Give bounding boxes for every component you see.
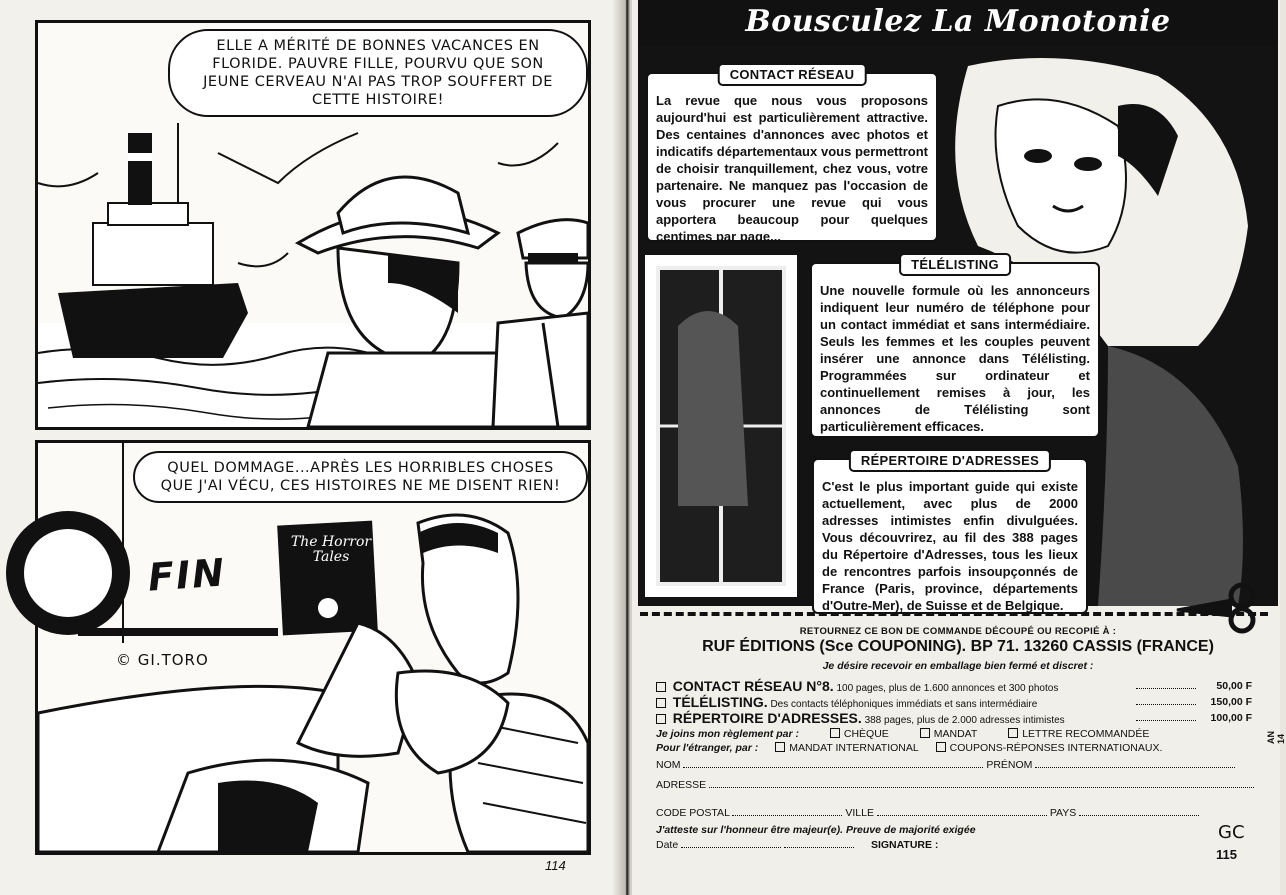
product-description: 100 pages, plus de 1.600 annonces et 300 photos [836, 683, 1059, 694]
lettre-checkbox[interactable] [1008, 728, 1018, 738]
product-description: 388 pages, plus de 2.000 adresses intimistes [864, 715, 1065, 726]
cheque-label: CHÈQUE [843, 728, 889, 740]
repertoire-title: RÉPERTOIRE D'ADRESSES [849, 449, 1051, 472]
mandat-international-label: MANDAT INTERNATIONAL [789, 742, 919, 754]
code-postal-label: CODE POSTAL [656, 807, 730, 819]
mandat-international-checkbox[interactable] [775, 742, 785, 752]
page-number-left: 114 [545, 858, 566, 873]
foreign-payment-row [656, 742, 1260, 756]
right-page [632, 0, 1286, 895]
telelisting-box [810, 257, 1100, 438]
publisher-logo: GC [1218, 822, 1245, 843]
nom-field[interactable] [683, 758, 983, 768]
repertoire-text: C'est le plus important guide qui existe actuellement, avec plus de 2000 adresses intimistes enfin divulguées. Vous découvrirez, au fil des 388 pages du Répertoire d'Adresses, tous les lieux de rencontres parfois insoupçonnés de France (Paris, province, départements d'Outre-Mer), de Suisse et de Belgique. [822, 479, 1078, 613]
code-postal-field[interactable] [732, 806, 842, 816]
dotted-leader [1136, 720, 1196, 721]
attestation-row [656, 824, 1260, 838]
product-checkbox[interactable] [656, 714, 666, 724]
product-price: 100,00 F [1210, 712, 1252, 724]
adresse-field[interactable] [709, 778, 1254, 788]
product-name: CONTACT RÉSEAU N°8. [672, 678, 834, 694]
pays-field[interactable] [1079, 806, 1199, 816]
name-row [656, 758, 1260, 772]
contact-reseau-title: CONTACT RÉSEAU [718, 63, 867, 86]
product-name: TÉLÉLISTING. [672, 694, 768, 710]
dotted-leader [1136, 688, 1196, 689]
city-row [656, 806, 1260, 820]
cheque-checkbox[interactable] [830, 728, 840, 738]
pays-label: PAYS [1049, 807, 1077, 819]
foreign-label: Pour l'étranger, par : [656, 742, 759, 754]
left-page [0, 0, 628, 895]
telelisting-text: Une nouvelle formule où les annonceurs indiquent leur numéro de téléphone pour un contact immédiat et sans intermédiaire. Seuls les femmes et les couples peuvent insérer une annonce dans Télélisting. Programmées sur ordinateur et continuellement remises à jour, les annonces de Télélisting sont particulièrement efficaces. [820, 283, 1090, 434]
artist-credit: © GI.TORO [116, 651, 209, 669]
product-line [656, 710, 1256, 726]
product-name: RÉPERTOIRE D'ADRESSES. [672, 710, 862, 726]
product-checkbox[interactable] [656, 698, 666, 708]
telelisting-title: TÉLÉLISTING [899, 253, 1011, 276]
product-description: Des contacts téléphoniques immédiats et sans intermédiaire [770, 699, 1038, 710]
ad-headline: Bousculez La Monotonie [638, 0, 1278, 46]
order-code: AN 14 [1266, 731, 1286, 744]
dotted-leader [1136, 704, 1196, 705]
address-row [656, 778, 1260, 792]
contact-reseau-box [646, 67, 938, 244]
coupons-checkbox[interactable] [936, 742, 946, 752]
product-checkbox[interactable] [656, 682, 666, 692]
lettre-label: LETTRE RECOMMANDÉE [1022, 728, 1150, 740]
product-line [656, 678, 1256, 694]
ville-label: VILLE [845, 807, 874, 819]
mandat-checkbox[interactable] [920, 728, 930, 738]
comic-panel-top [35, 20, 591, 430]
payment-label: Je joins mon règlement par : [656, 728, 799, 740]
attestation-text: J'atteste sur l'honneur être majeur(e). Preuve de majorité exigée [656, 824, 976, 836]
adresse-label: ADRESSE [656, 779, 707, 791]
date-label: Date [656, 839, 679, 851]
product-price: 150,00 F [1210, 696, 1252, 708]
product-price: 50,00 F [1216, 680, 1252, 692]
scissors-icon [1172, 582, 1262, 632]
nom-label: NOM [656, 759, 681, 771]
order-note: Je désire recevoir en emballage bien fermé et discret : [822, 660, 1094, 672]
prenom-field[interactable] [1035, 758, 1235, 768]
repertoire-box [812, 453, 1088, 614]
reading-girl-illustration [38, 443, 588, 852]
page-number-right: 115 [1216, 847, 1237, 862]
speech-bubble-top: ELLE A MÉRITÉ DE BONNES VACANCES EN FLORIDE. PAUVRE FILLE, POURVU QUE SON JEUNE CERVEAU N'AI PAS TROP SOUFFERT DE CETTE HISTOIRE! [168, 29, 588, 117]
payment-row [656, 728, 1260, 742]
fin-label: FIN [146, 550, 228, 600]
ville-field[interactable] [877, 806, 1047, 816]
order-instruction: RETOURNEZ CE BON DE COMMANDE DÉCOUPÉ OU RECOPIÉ À : [799, 626, 1117, 637]
publisher-address: RUF ÉDITIONS (Sce COUPONING). BP 71. 13260 CASSIS (FRANCE) [702, 638, 1214, 655]
date-field[interactable] [681, 838, 781, 848]
coupons-label: COUPONS-RÉPONSES INTERNATIONAUX. [949, 742, 1163, 754]
date-field-2[interactable] [784, 838, 854, 848]
comic-panel-bottom [35, 440, 591, 855]
contact-reseau-text: La revue que nous vous proposons aujourd'hui est particulièrement attractive. Des centaines d'annonces avec photos et indicatifs départementaux vous permettront de choisir tranquillement, chez vous, votre partenaire. Ne manquez pas l'occasion de vous procurer une revue qui vous apportera beaucoup pour quelques centimes par page... [656, 93, 928, 244]
prenom-label: PRÉNOM [986, 759, 1033, 771]
signature-label: SIGNATURE : [870, 839, 939, 851]
speech-bubble-bottom: QUEL DOMMAGE...APRÈS LES HORRIBLES CHOSES QUE J'AI VÉCU, CES HISTOIRES NE ME DISENT RIEN! [133, 451, 588, 503]
date-row [656, 838, 1260, 852]
book-cover-title: The Horror Tales [290, 534, 372, 565]
mandat-label: MANDAT [933, 728, 978, 740]
product-line [656, 694, 1256, 710]
